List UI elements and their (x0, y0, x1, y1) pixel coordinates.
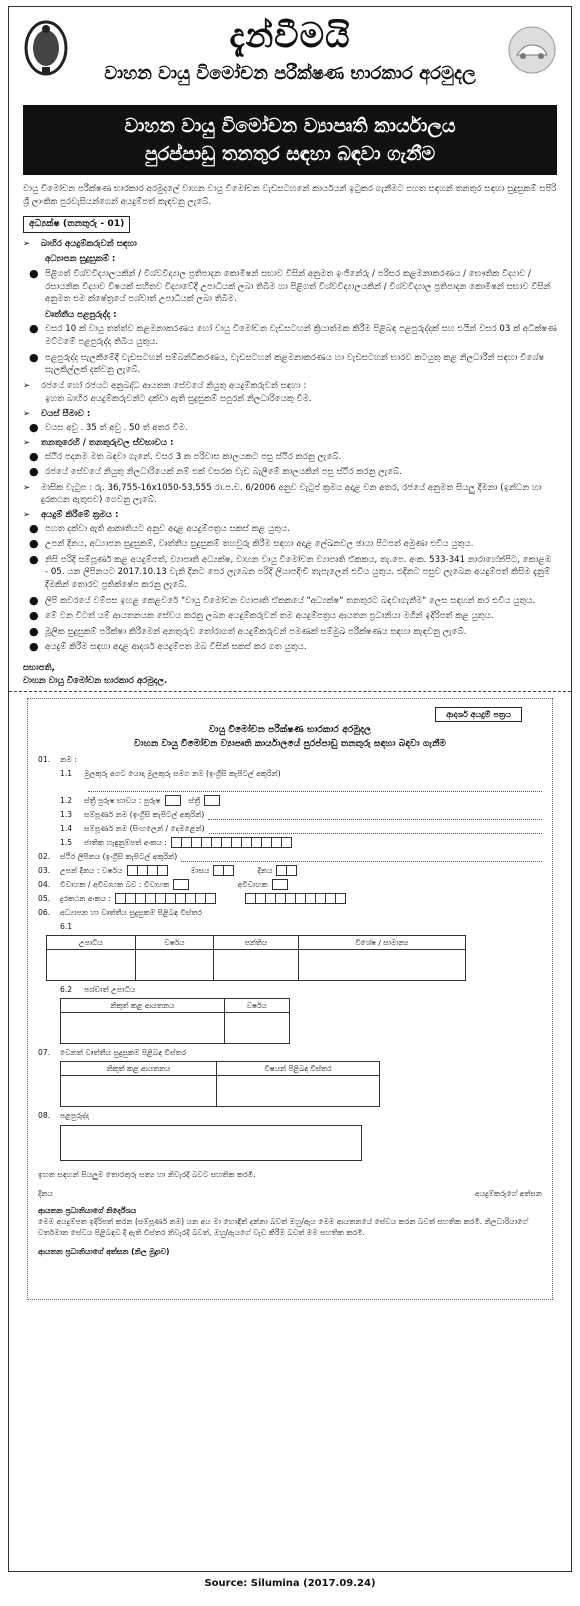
phone-field-2[interactable] (245, 893, 345, 904)
form-row-05: 05. දුරකථන අංකය : (38, 893, 542, 904)
form-row-1-4: 1.4 සම්පූර්ණ නම (සිංහලෙන් / දෙමළෙන්) (38, 823, 542, 834)
table-header: විශේෂ / සාමාන්‍ය (298, 936, 465, 950)
unmarried-checkbox[interactable] (272, 879, 288, 890)
bullet-icon: ● (29, 322, 39, 336)
salary-line: ➢ මාසික වැටුප : රු. 36,755-16x1050-53,555 රා.ප.ච. 6/2006 අනුව වැටුප් ක්‍රමය අදාළ වන අතර, රජයේ අනුමත සියලු දීමනා (ඉන්ධන හා දුරකථන ඇතුළුව) ගෙවනු ලැබේ. (23, 482, 542, 506)
form-row-6-1: 6.1 (60, 922, 73, 932)
nature-line: ➢ තනතුරෙහි / තනතුරුවල ස්වභාවය : (23, 438, 174, 449)
form-row-6-2: 6.2 පශ්චාත් උපාධිය (60, 985, 136, 995)
form-row-name: 01. නම : (38, 755, 77, 765)
brand-heading: දැන්වීමයි (229, 16, 351, 56)
form-row-03: 03. උපන් දිනය : වර්ෂය මාසය දිනය (38, 865, 542, 876)
phone-field-1[interactable] (115, 893, 215, 904)
applicant-signature-line (38, 1188, 542, 1199)
arrow-icon: ➢ (23, 238, 31, 249)
full-name-sinhala-field[interactable] (209, 824, 542, 834)
list-item: ● පහත දක්වා ඇති ආකෘතියට අනුව අදාළ අයදුම්පත්‍රය සකස් කළ යුතුය. (29, 521, 290, 535)
emission-trust-logo-icon (507, 25, 557, 75)
head-cert-text: මෙම අයදුම්පත ඉදිරිපත් කරන (සම්පූර්ණ නම) යන අය මා හොඳින් දන්නා බවත් ඔහු/ඇය මෙම ආයතනයේ සේවය කරන බවත් සහතික කරමි. නිලධාරියාගේ වර්තමාන සේවය පිළිබඳව දී ඇති විස්තර නිවැරදි බවත්, ඔහු/ඇයගේ වැඩ කිරීම බවත් මම සහතික කරමි. (38, 1217, 528, 1238)
external-applicants-line: ➢ බාහිර අයදුම්කරුවන් සඳහා (23, 238, 137, 249)
cut-line (9, 691, 571, 692)
form-title: වායු විමෝචන පරීක්ෂණ භාරකාර අරමුදල වාහන වායු විමෝචන ව්‍යාපෘති කාර්යාලයේ පුරප්පාඩු තනතුරු සඳහා බඳවා ගැනීම (133, 724, 447, 750)
table-header: පන්තිය (214, 936, 299, 950)
male-checkbox[interactable] (165, 795, 181, 806)
bullet-icon: ● (29, 420, 39, 434)
internal-text: ඉහත බාහිර අයදුම්කරුවන්ට දක්වා ඇති සුදුසුකම් සපුරන් නිලධාරියෙකු වීම. (45, 394, 312, 405)
internal-applicants-line: ➢ රජයේ හෝ රජයට අනුබද්ධ ආයතන සේවයේ නියුතු අයදුම්කරුවන් සඳහා : (23, 380, 307, 391)
bullet-icon: ● (29, 609, 39, 623)
postgrad-table (60, 998, 290, 1044)
intro-paragraph: වායු විමෝචන පරීක්ෂණ භාරකාර අරමුදලේ වාහන වායු විමෝචන වැඩසටහනේ කාර්යයන් ඉටුකර ගැනීමට පහත සඳහන් තනතුර සඳහා සුදුසුකම් සපිරි ශ්‍රී ලාංකික පුරවැසියන්ගෙන් අයදුම්පත් කැඳවනු ලැබේ. (23, 184, 557, 207)
form-row-08: 08. පළපුරුද්ද (38, 1111, 90, 1121)
post-label: අධ්‍යක්ෂ (තනතුරු - 01) (23, 216, 130, 233)
table-header: උපාධිය (47, 936, 136, 950)
list-item: ● මේ වන විටත් යම් ආයතනයක සේවය කරනු ලබන අයදුම්කරුවන් තම අයදුම්පත්‍රය ආයතන ප්‍රධානියා මගින් ඉදිරිපත් කළ යුතුය. (29, 609, 494, 623)
bullet-icon: ● (29, 266, 39, 280)
bullet-icon: ● (29, 640, 39, 654)
form-row-07: 07. වෙනත් වෘත්තීය සුදුසුකම් පිළිබඳ විස්තර (38, 1048, 187, 1058)
arrow-icon: ➢ (23, 408, 31, 419)
bullet-icon: ● (29, 521, 39, 535)
list-item: ● ලිපි කවරයේ වම්පස ඉහළ කෙළවරේ "වායු විමෝචන ව්‍යාපෘති ඒකකයේ "අධ්‍යක්ෂ" තනතුරට බඳවාගැනීම" ලෙස සඳහන් කර එවිය යුතුය. (29, 593, 536, 607)
list-item: ● මූලික සුදුසුකම් පරීක්ෂා කිරීමෙන් අනතුරුව තෝරාගත් අයදුම්කරුවන් පමණක් සම්මුඛ පරීක්ෂණය සඳහා කැඳවනු ලැබේ. (29, 624, 467, 638)
married-checkbox[interactable] (173, 879, 189, 890)
form-row-04: 04. විවාහක / අවිවාහක බව : විවාහක අවිවාහක (38, 879, 542, 890)
title-banner (23, 105, 557, 175)
full-name-english-field[interactable] (208, 810, 542, 820)
table-cell[interactable] (298, 950, 465, 981)
form-row-1-1: 1.1 මුලකුරු අගට යොදා මුලකුරු සමග නම (ඉංග්‍රීසි කැපිටල් අකුරින්) (60, 769, 281, 779)
table-header: වර්ෂය (224, 999, 289, 1013)
arrow-icon: ➢ (23, 482, 31, 493)
sample-form-label: ආදර්ශ අයදුම් පත්‍රය (435, 707, 522, 722)
arrow-icon: ➢ (23, 438, 31, 449)
list-item: ● රජයේ සේවයේ නියුතු නිලධාරියෙක් නම් එක් වසරක වැඩ බැලීමේ කාලයකින් පසු ස්ථිර කරනු ලැබේ. (29, 465, 402, 479)
declaration-text: ඉහත සඳහන් සියලුම තොරතුරු සත්‍ය හා නිවැරදි බවට සහතික කරමි. (38, 1170, 256, 1180)
birth-month-field[interactable] (213, 865, 233, 876)
banner-line-1: වාහන වායු විමෝචන ව්‍යාපෘති කාර්යාලය (124, 115, 456, 137)
list-item: ● වසර 10 ක් වායු තත්ත්ව කළමනාකරණය හෝ වායු විමෝචන වැඩසටහන් ක්‍රියාත්මක කිරීම පිළිබඳ පළපුරුද්දක් සහ එයින් වසර 03 ක් අධීක්ෂණ මට්ටමේ පළපුරුද්ද තිබිය යුතුය. (29, 322, 557, 347)
table-cell[interactable] (216, 1076, 379, 1107)
arrow-icon: ➢ (23, 380, 31, 391)
form-row-06: 06. අධ්‍යාපන හා වෘත්තීය සුදුසුකම් පිළිබඳ විස්තර (38, 908, 203, 918)
top-header (9, 7, 571, 103)
table-cell[interactable] (61, 1013, 225, 1044)
nic-number-field[interactable] (171, 837, 291, 848)
bullet-icon: ● (29, 350, 39, 364)
sample-application-form (27, 698, 553, 1300)
female-checkbox[interactable] (204, 795, 220, 806)
table-header: නිකුත් කළ ආයතනය (61, 999, 225, 1013)
table-header: විෂයන් පිළිබඳ විස්තර (216, 1062, 379, 1076)
form-row-02: 02. ස්ථිර ලිපිනය (ඉංග්‍රීසි කැපිටල් අකුරින්) (38, 851, 542, 862)
list-item: ● නිසි පරිදි සම්පූර්ණ කළ අයදුම්පත්, ව්‍යාපෘති අධ්‍යක්ෂ, වාහන වායු විමෝචන ව්‍යාපෘති ඒකකය, තැ.පෙ. අංක. 533-341 නාරාහේන්පිට, කොළඹ - 05. යන ලිපිනයට 2017.10.13 වැනි දිනට පෙර ලැබෙන පරිදි ලියාපදිංචි තැපැලෙන් එවිය යුතුය. එදිනට පසුව ලැබෙන අයදුම්පත් කිසිම දැනුම් දීමකින් තොරව ප්‍රතික්ෂේප කරනු ලැබේ. (29, 552, 552, 591)
table-cell[interactable] (61, 1076, 217, 1107)
form-row-1-2: 1.2 ස්ත්‍රී පුරුෂ භාවය : පුරුෂ ස්ත්‍රී (38, 795, 542, 806)
bullet-icon: ● (29, 624, 39, 638)
permanent-address-field[interactable] (181, 852, 542, 862)
applicant-signature-label: අයදුම්කරුගේ අත්සන (475, 1189, 542, 1199)
name-initials-field[interactable] (88, 782, 542, 792)
birth-year-field[interactable] (127, 865, 167, 876)
age-line: ➢ වයස් සීමාව : (23, 408, 91, 419)
list-item: ● පළපුරුද්ද සැලකීමේදී වැඩසටහන් සම්බන්ධීකරණය, වැඩසටහන් කළමනාකරණය හා වැඩසටහන් භාරව කටයුතු කළ නිලධාරීන් සඳහා විශේෂ සැලකිල්ලක් දක්වනු ලැබේ. (29, 350, 545, 376)
advertisement-page (8, 6, 572, 1572)
bullet-icon: ● (29, 593, 39, 607)
bullet-icon: ● (29, 465, 39, 479)
list-item: ● අයදුම් කිරීම සඳහා අදාළ ආදර්ශ අයදුම්පත ඔබ විසින් සකස් කර ගත යුතුය. (29, 640, 307, 654)
form-row-1-1-line (38, 782, 542, 792)
advert-content (9, 175, 571, 1300)
date-label: දිනය (38, 1189, 53, 1199)
head-cert-heading: ආයතන ප්‍රධානියාගේ නිර්දේශය (38, 1206, 137, 1216)
experience-heading: වෘත්තීය පළපුරුද්ද : (45, 309, 117, 320)
other-qualifications-table (60, 1061, 380, 1107)
list-item: ● පිළිගත් විශ්වවිද්‍යාලයකින් / විශ්වවිද්‍යාල ප්‍රතිපාදන කොමිෂන් සභාව විසින් අනුමත ඉංජිනේරු / පරිසර කළමනාකරණය / භෞතික විද්‍යාව / රසායනික විද්‍යාව විෂයක් සහිතව විද්‍යාවේදී උපාධියක් ලබා තිබීම හා පිළිගත් විශ්වවිද්‍යාලයකින් / විශ්වවිද්‍යාල ප්‍රතිපාදන කොමිෂන් සභාව විසින් අනුමත එම ක්ෂේත්‍රයේ පශ්චාත් උපාධියක් ලබා තිබීම. (29, 266, 551, 305)
table-cell[interactable] (135, 950, 214, 981)
organization-name: වාහන වායු විමෝචන පරීක්ෂණ භාරකාර අරමුදල (104, 63, 476, 84)
bullet-icon: ● (29, 552, 39, 566)
birth-day-field[interactable] (276, 865, 296, 876)
method-line: ➢ අයදුම් කිරීමේ ක්‍රමය : (23, 510, 119, 521)
arrow-icon: ➢ (23, 510, 31, 521)
table-header: නිකුත් කළ ආයතනය (61, 1062, 217, 1076)
list-item: ● වයස අවු . 35 ත් අවු . 50 ත් අතර වීම. (29, 420, 188, 434)
source-caption: Source: Silumina (2017.09.24) (204, 1578, 376, 1589)
degree-table (46, 935, 466, 981)
signature-block: සභාපති, වාහන වායු විමෝචන භාරකාර අරමුදල. (23, 663, 168, 686)
form-row-1-5: 1.5 ජාතික හැඳුනුම්පත් අංකය : (38, 837, 542, 848)
table-cell[interactable] (224, 1013, 289, 1044)
head-signature-label: ආයතන ප්‍රධානියාගේ අත්සන (නිල මුද්‍රාව) (38, 1247, 170, 1257)
bullet-icon: ● (29, 449, 39, 463)
banner-line-2: පුරප්පාඩු තනතුර සඳහා බඳවා ගැනීම (144, 143, 436, 165)
bullet-icon: ● (29, 537, 39, 551)
table-cell[interactable] (47, 950, 136, 981)
list-item: ● උපන් දිනය, අධ්‍යාපන සුදුසුකම්, වෘත්තීය සුදුසුකම් තහවුරු කිරීම සඳහා අදාළ ලේඛනවල ඡායා පිටපත් අමුණා එවිය යුතුය. (29, 537, 474, 551)
experience-box[interactable] (60, 1125, 362, 1161)
sri-lanka-emblem-icon (23, 19, 69, 77)
table-cell[interactable] (214, 950, 299, 981)
education-heading: අධ්‍යාපන සුදුසුකම් : (45, 254, 116, 265)
form-row-1-3: 1.3 සම්පූර්ණ නම (ඉංග්‍රීසි කැපිටල් අකුරින්) (38, 809, 542, 820)
table-header: වර්ෂය (135, 936, 214, 950)
list-item: ● ස්ථිර පදනම මත බඳවා ගැනේ. වසර 3 ක පරිවාස කාලයකට පසු ස්ථිර කරනු ලැබේ. (29, 449, 342, 463)
